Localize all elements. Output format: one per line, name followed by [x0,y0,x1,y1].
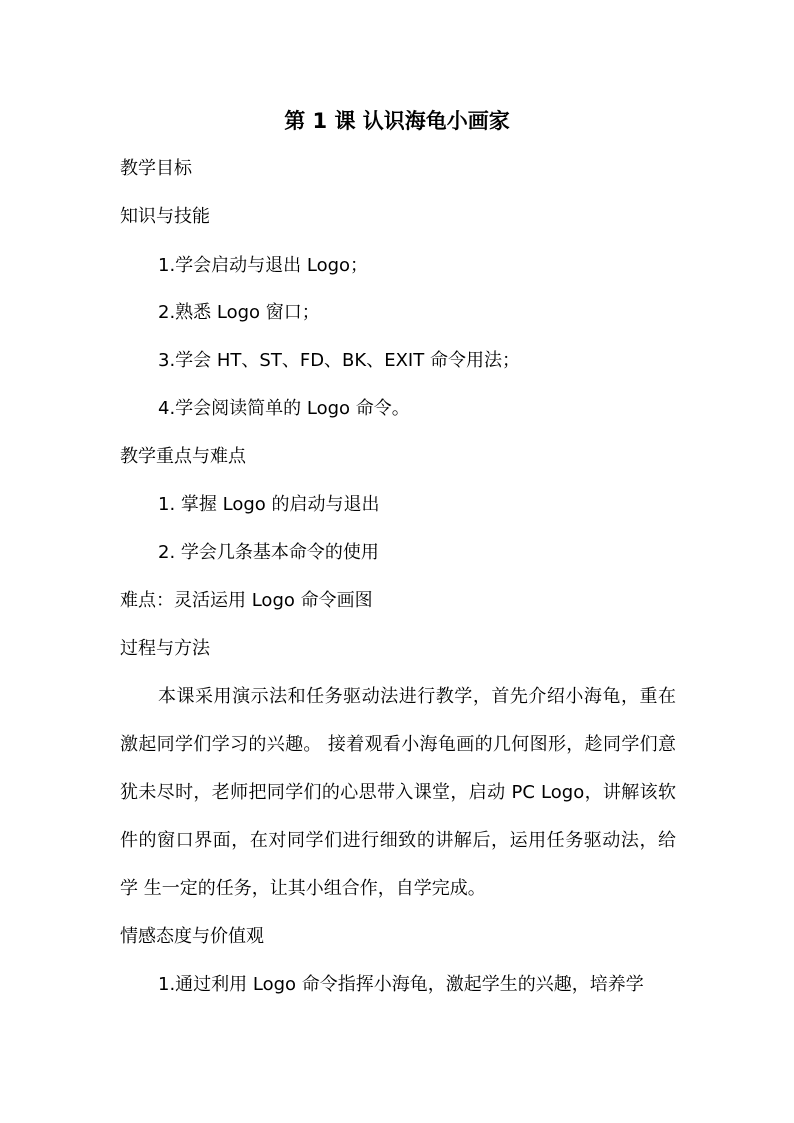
heading-process-methods: 过程与方法 [120,638,210,659]
heading-knowledge-skills: 知识与技能 [120,206,210,227]
heading-key-points: 教学重点与难点 [120,446,246,467]
keypoint-item-1: 1. 掌握 Logo 的启动与退出 [158,494,380,515]
knowledge-item-1: 1.学会启动与退出 Logo； [158,255,369,276]
knowledge-item-4: 4.学会阅读简单的 Logo 命令。 [158,398,410,419]
knowledge-item-2: 2.熟悉 Logo 窗口； [158,302,320,323]
process-paragraph: 本课采用演示法和任务驱动法进行教学，首先介绍小海龟，重在激起同学们学习的兴趣。 接着观看小海龟画的几何图形，趁同学们意犹未尽时，老师把同学们的心思带入课堂，启动 PC Logo，讲解该软件的窗口界面，在对同学们进行细致的讲解后，运用任务驱动法，给学 生一定的任务，让其小组合作，自学完成。 [120,686,676,899]
document-title: 第 1 课 认识海龟小画家 [284,109,510,133]
difficulty-line: 难点：灵活运用 Logo 命令画图 [120,590,373,611]
heading-emotion-values: 情感态度与价值观 [120,926,264,947]
heading-objectives: 教学目标 [120,158,192,179]
keypoint-item-2: 2. 学会几条基本命令的使用 [158,542,379,563]
emotion-item-1: 1.通过利用 Logo 命令指挥小海龟，激起学生的兴趣，培养学 [158,974,644,995]
knowledge-item-3: 3.学会 HT、ST、FD、BK、EXIT 命令用法； [158,350,520,371]
